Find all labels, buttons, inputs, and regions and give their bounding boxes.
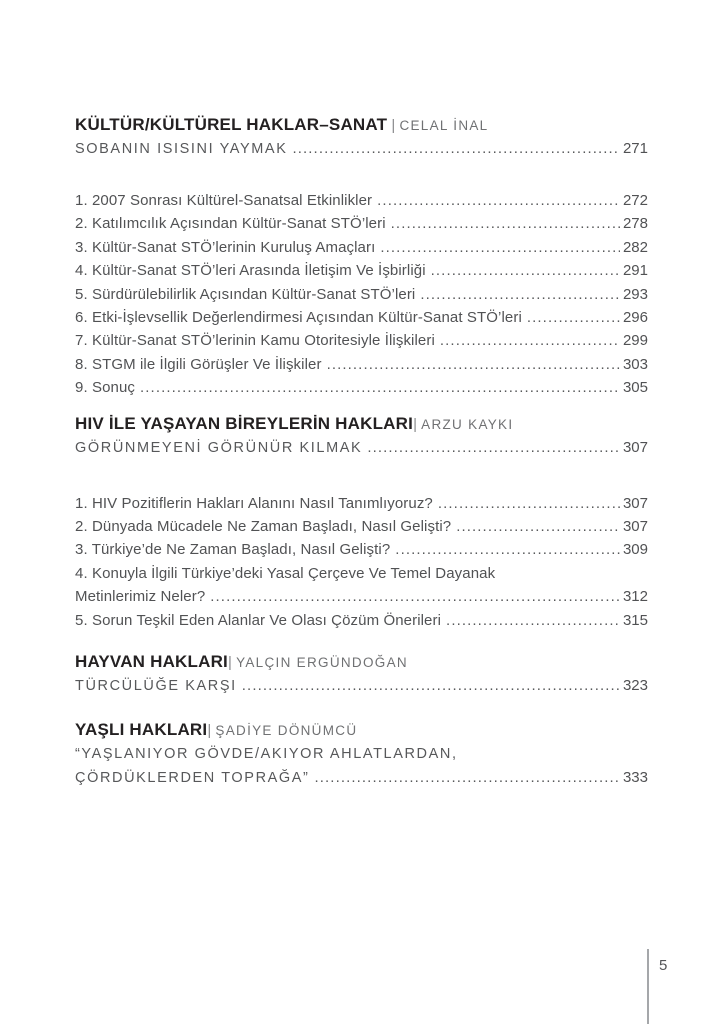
section-heading-row	[75, 114, 648, 137]
toc-item-row	[75, 236, 648, 259]
page-number: 291	[622, 262, 648, 280]
page-number: 312	[622, 588, 648, 606]
page-number: 278	[622, 215, 648, 233]
author-name: CELAL İNAL	[399, 118, 489, 133]
page-number: 272	[622, 192, 648, 209]
toc-item-text: 1. HIV Pozitiflerin Hakları Alanını Nasıl Tanımlıyoruz?	[75, 494, 433, 512]
dot-leader	[420, 283, 620, 306]
toc-title-row	[75, 766, 648, 790]
toc-section	[75, 114, 648, 400]
dot-leader	[242, 674, 620, 698]
dot-leader	[456, 515, 620, 538]
toc-title-text: ÇÖRDÜKLERDEN TOPRAĞA”	[75, 770, 310, 787]
dot-leader	[527, 306, 620, 329]
page-number: 293	[622, 285, 648, 303]
toc-item-text: 5. Sürdürülebilirlik Açısından Kültür-Sanat STÖ’leri	[75, 285, 416, 303]
section-heading: HAYVAN HAKLARI	[75, 652, 228, 672]
pipe-separator: |	[413, 415, 422, 433]
toc-item-text: 5. Sorun Teşkil Eden Alanlar Ve Olası Çözüm Önerileri	[75, 611, 442, 629]
dot-leader	[377, 189, 620, 212]
section-heading: HIV İLE YAŞAYAN BİREYLERİN HAKLARI	[75, 413, 414, 433]
toc-item-row	[75, 212, 648, 235]
toc-item-row	[75, 306, 648, 329]
toc-title-text: SOBANIN ISISINI YAYMAK	[75, 141, 288, 157]
toc-item-text: Metinlerimiz Neler?	[75, 588, 206, 606]
page-number: 323	[622, 677, 648, 695]
toc-item-row	[75, 189, 648, 212]
page-number: 333	[622, 769, 648, 787]
toc-item-text: 3. Kültür-Sanat STÖ’lerinin Kuruluş Amaçları	[75, 238, 376, 256]
dot-leader	[327, 353, 620, 376]
footer-page-number: 5	[659, 957, 668, 974]
pipe-separator: |	[227, 654, 237, 672]
toc-item-row	[75, 609, 648, 632]
toc-title-text: GÖRÜNMEYENİ GÖRÜNÜR KILMAK	[75, 439, 363, 456]
section-items	[75, 492, 648, 632]
toc-section	[75, 719, 648, 790]
dot-leader	[210, 585, 620, 608]
toc-item-row	[75, 329, 648, 352]
toc-item-text: 4. Konuyla İlgili Türkiye’deki Yasal Çerçeve Ve Temel Dayanak	[75, 564, 496, 582]
toc-item-row	[75, 259, 648, 282]
section-heading-row	[75, 651, 648, 674]
author-name: ARZU KAYKI	[421, 416, 514, 432]
toc-section	[75, 651, 648, 698]
toc-item-row	[75, 283, 648, 306]
toc-item-text: 2. Katılımcılık Açısından Kültür-Sanat STÖ’leri	[75, 215, 386, 233]
page-number: 296	[622, 309, 648, 327]
toc-title-row	[75, 742, 648, 766]
pipe-separator: |	[207, 722, 216, 740]
pipe-separator: |	[387, 117, 400, 134]
dot-leader	[140, 376, 620, 399]
toc-title-text: TÜRCÜLÜĞE KARŞI	[75, 678, 237, 695]
page-number: 282	[622, 238, 648, 256]
section-items	[75, 189, 648, 400]
dot-leader	[367, 436, 620, 460]
dot-leader	[395, 538, 620, 561]
author-name: ŞADİYE DÖNÜMCÜ	[215, 723, 358, 739]
toc-item-text: 8. STGM ile İlgili Görüşler Ve İlişkiler	[75, 355, 322, 373]
toc-title-row	[75, 674, 648, 698]
toc-item-text: 7. Kültür-Sanat STÖ’lerinin Kamu Otoritesiyle İlişkileri	[75, 332, 435, 350]
dot-leader	[446, 609, 620, 632]
dot-leader	[438, 492, 620, 515]
page-number: 315	[622, 611, 648, 629]
footer-divider-line	[647, 949, 649, 1024]
toc-title-text: “YAŞLANIYOR GÖVDE/AKIYOR AHLATLARDAN,	[75, 746, 458, 763]
toc-item-text: 9. Sonuç	[75, 379, 136, 397]
section-heading-row	[75, 413, 648, 436]
toc-item-row	[75, 492, 648, 515]
toc-item-text: 6. Etki-İşlevsellik Değerlendirmesi Açısından Kültür-Sanat STÖ’leri	[75, 309, 522, 327]
dot-leader	[380, 236, 620, 259]
dot-leader	[315, 766, 620, 790]
toc-item-text: 4. Kültür-Sanat STÖ’leri Arasında İletişim Ve İşbirliği	[75, 262, 426, 280]
toc	[75, 114, 648, 790]
toc-item-text: 2. Dünyada Mücadele Ne Zaman Başladı, Nasıl Gelişti?	[75, 518, 452, 536]
dot-leader	[431, 259, 620, 282]
toc-item-row	[75, 585, 648, 608]
toc-section	[75, 413, 648, 632]
page-number: 271	[622, 140, 648, 157]
toc-item-row	[75, 376, 648, 399]
dot-leader	[440, 329, 620, 352]
section-heading-row	[75, 719, 648, 742]
toc-item-text: 1. 2007 Sonrası Kültürel-Sanatsal Etkinlikler	[75, 192, 373, 209]
toc-item-row	[75, 538, 648, 561]
toc-item-row	[75, 562, 648, 585]
page-number: 309	[622, 541, 648, 559]
toc-title-row	[75, 436, 648, 460]
page-number: 307	[622, 494, 648, 512]
author-name: YALÇIN ERGÜNDOĞAN	[236, 655, 408, 671]
dot-leader	[391, 212, 620, 235]
toc-item-row	[75, 353, 648, 376]
toc-item-row	[75, 515, 648, 538]
page-number: 307	[622, 438, 648, 456]
section-heading: KÜLTÜR/KÜLTÜREL HAKLAR–SANAT	[75, 115, 388, 134]
page-number: 305	[622, 379, 648, 397]
section-heading: YAŞLI HAKLARI	[75, 720, 208, 740]
page-number: 303	[622, 355, 648, 373]
dot-leader	[292, 137, 619, 161]
toc-item-text: 3. Türkiye’de Ne Zaman Başladı, Nasıl Gelişti?	[75, 541, 391, 559]
page-number: 299	[622, 332, 648, 350]
toc-title-row	[75, 137, 648, 161]
page-number: 307	[622, 518, 648, 536]
